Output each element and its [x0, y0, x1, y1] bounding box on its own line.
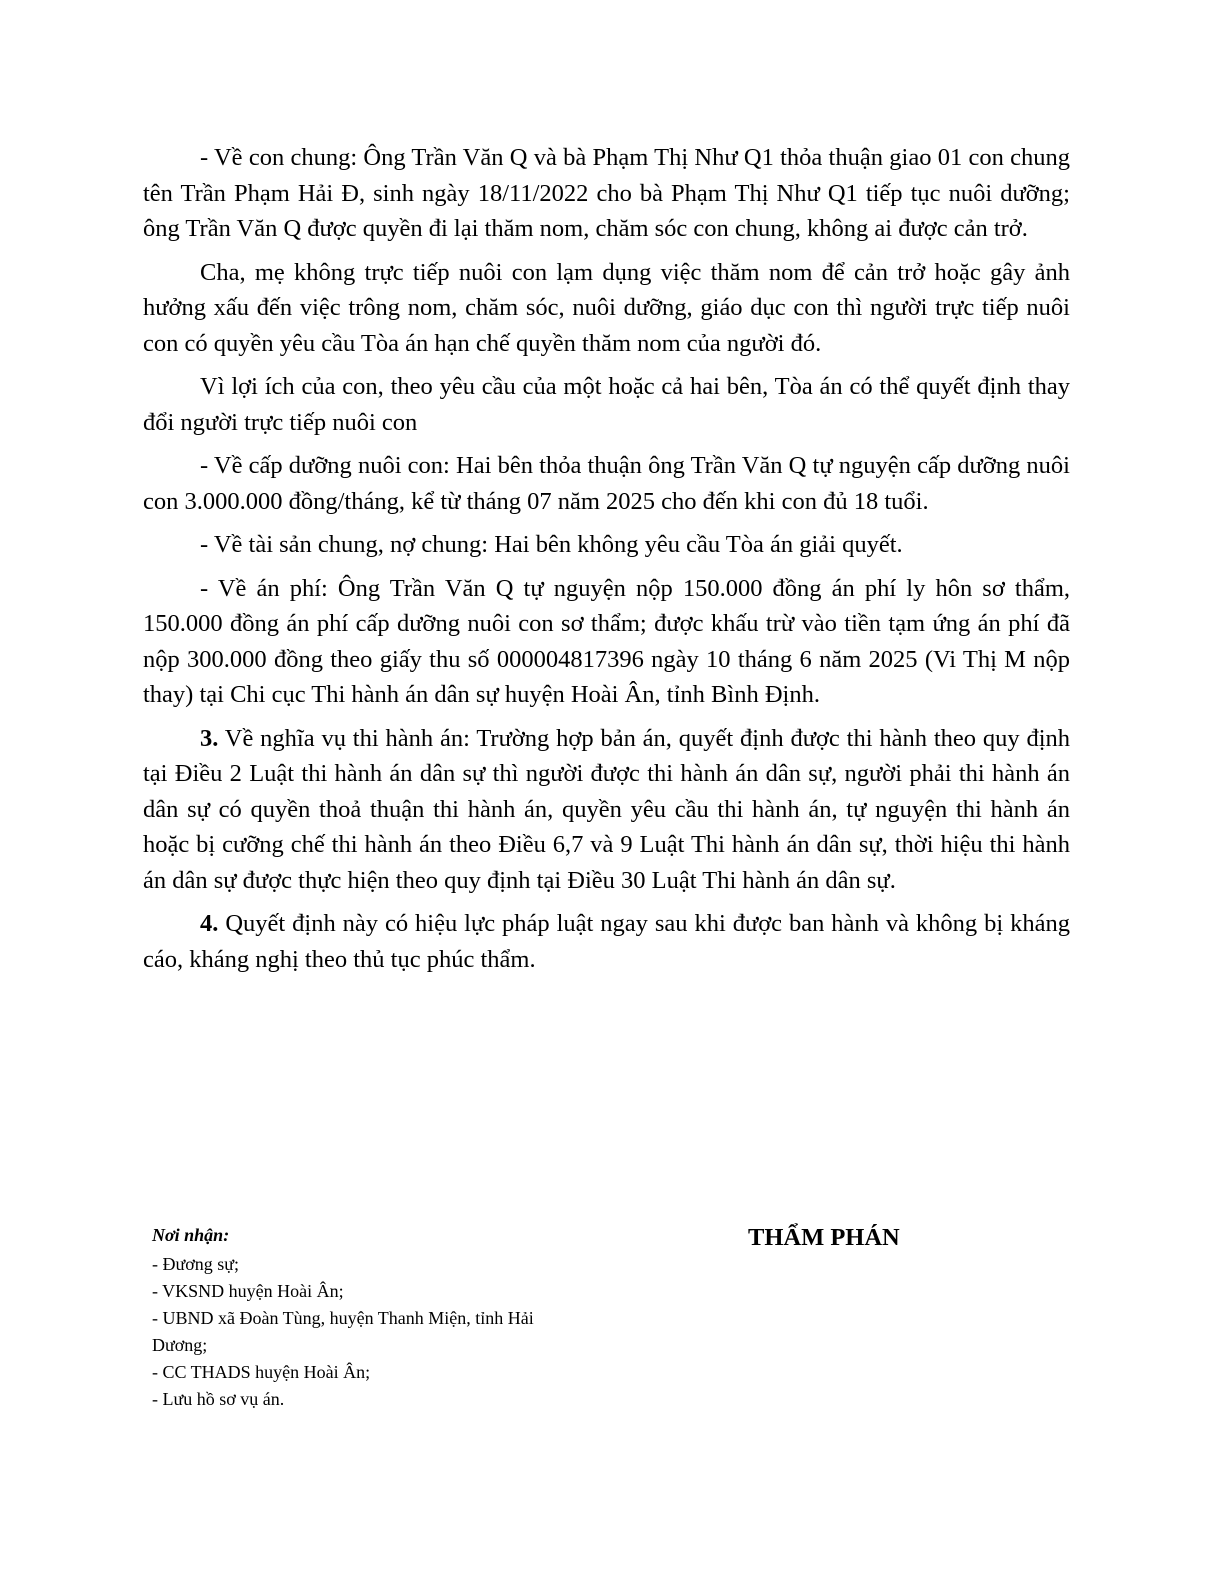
paragraph-text: Cha, mẹ không trực tiếp nuôi con lạm dụng việc thăm nom để cản trở hoặc gây ảnh hưởng xấu đến việc trông nom, chăm sóc, nuôi dưỡng, giáo dục con thì người trực tiếp nuôi con có quyền yêu cầu Tòa án hạn chế quyền thăm nom của người đó. — [143, 258, 1070, 357]
paragraph-enforcement-obligation — [143, 721, 1070, 899]
paragraph-change-custodian — [143, 369, 1070, 440]
paragraph-number: 4. — [200, 910, 219, 937]
paragraph-court-fees — [143, 571, 1070, 713]
signature-title: THẨM PHÁN — [748, 1224, 900, 1251]
paragraph-number: 3. — [200, 724, 219, 752]
paragraph-legal-effect — [143, 906, 1070, 977]
recipient-item: - UBND xã Đoàn Tùng, huyện Thanh Miện, tỉnh Hải Dương; — [152, 1308, 534, 1355]
paragraph-text: - Về án phí: Ông Trần Văn Q tự nguyện nộp 150.000 đồng án phí ly hôn sơ thẩm, 150.000 đồng án phí cấp dưỡng nuôi con sơ thẩm; được khấu trừ vào tiền tạm ứng án phí đã nộp 300.000 đồng theo giấy thu số 000004817396 ngày 10 tháng 6 năm 2025 (Vi Thị M nộp thay) tại Chi cục Thi hành án dân sự huyện Hoài Ân, tỉnh Bình Định. — [143, 574, 1070, 708]
paragraph-text: - Về con chung: Ông Trần Văn Q và bà Phạm Thị Như Q1 thỏa thuận giao 01 con chung tên Trần Phạm Hải Đ, sinh ngày 18/11/2022 cho bà Phạm Thị Như Q1 tiếp tục nuôi dưỡng; ông Trần Văn Q được quyền đi lại thăm nom, chăm sóc con chung, không ai được cản trở. — [143, 144, 1070, 242]
paragraph-text: - Về tài sản chung, nợ chung: Hai bên không yêu cầu Tòa án giải quyết. — [200, 531, 903, 558]
recipient-item: - Lưu hồ sơ vụ án. — [152, 1389, 285, 1409]
paragraph-common-property — [143, 527, 1070, 563]
recipients-title: Nơi nhận: — [152, 1225, 230, 1245]
recipient-item: - VKSND huyện Hoài Ân; — [152, 1281, 344, 1301]
paragraph-child-support — [143, 448, 1070, 519]
paragraph-child-custody — [143, 140, 1070, 247]
paragraph-text: Vì lợi ích của con, theo yêu cầu của một hoặc cả hai bên, Tòa án có thể quyết định thay đổi người trực tiếp nuôi con — [143, 373, 1070, 436]
paragraph-visitation-abuse — [143, 255, 1070, 362]
recipient-item: - Đương sự; — [152, 1254, 240, 1274]
recipients-block — [152, 1222, 592, 1413]
decision-body — [143, 140, 1070, 985]
recipient-item: - CC THADS huyện Hoài Ân; — [152, 1362, 371, 1382]
paragraph-text: - Về cấp dưỡng nuôi con: Hai bên thỏa thuận ông Trần Văn Q tự nguyện cấp dưỡng nuôi con 3.000.000 đồng/tháng, kể từ tháng 07 năm 2025 cho đến khi con đủ 18 tuổi. — [143, 452, 1070, 515]
paragraph-text: Về nghĩa vụ thi hành án: Trường hợp bản án, quyết định được thi hành theo quy định tại Điều 2 Luật thi hành án dân sự thì người được thi hành án dân sự, người phải thi hành án dân sự có quyền thoả thuận thi hành án, quyền yêu cầu thi hành án, tự nguyện thi hành án hoặc bị cưỡng chế thi hành án theo Điều 6,7 và 9 Luật Thi hành án dân sự, thời hiệu thi hành án dân sự được thực hiện theo quy định tại Điều 30 Luật Thi hành án dân sự. — [143, 724, 1070, 894]
paragraph-text: Quyết định này có hiệu lực pháp luật ngay sau khi được ban hành và không bị kháng cáo, kháng nghị theo thủ tục phúc thẩm. — [143, 910, 1070, 973]
